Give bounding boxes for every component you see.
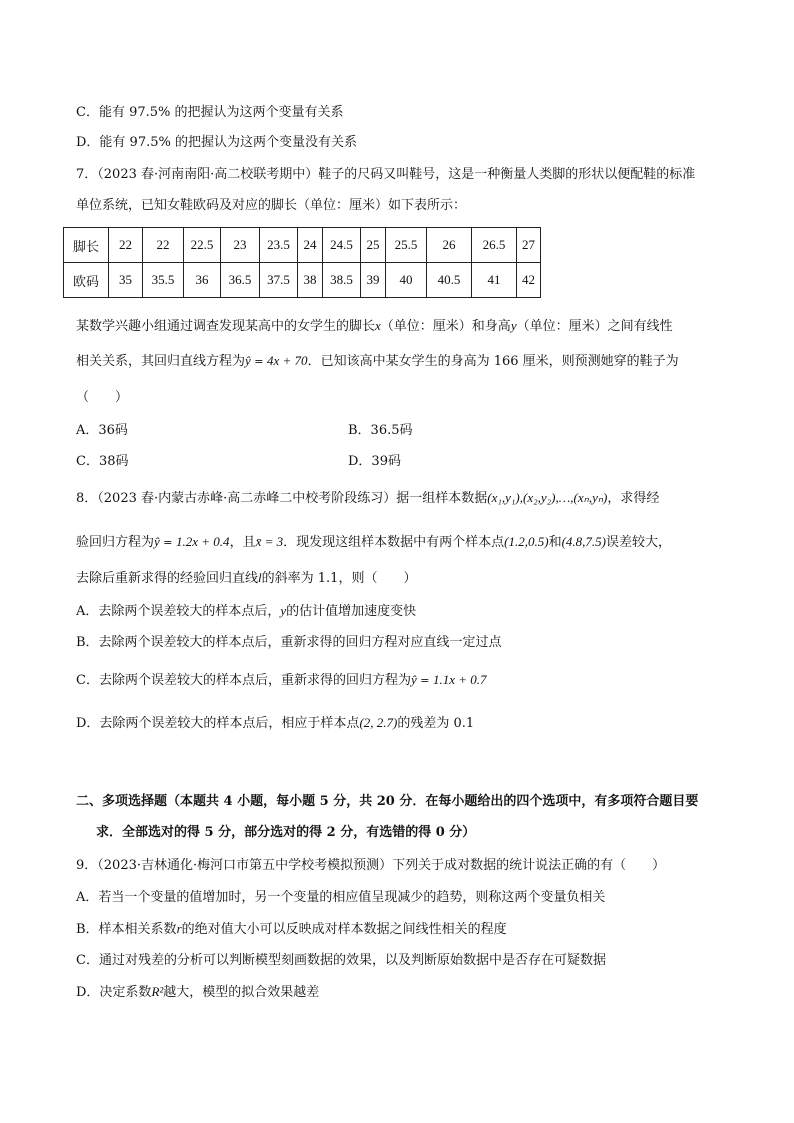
- q7-option-b: B．36.5码: [348, 423, 413, 438]
- table-row-foot-length: [64, 228, 541, 263]
- q7-option-c: C．38码: [76, 454, 129, 469]
- table-cell: 38: [298, 263, 323, 298]
- q7-stem-line2: 单位系统，已知女鞋欧码及对应的脚长（单位：厘米）如下表所示：: [76, 198, 467, 213]
- table-cell: 25: [361, 228, 386, 263]
- q8-option-c: C．去除两个误差较大的样本点后，重新求得的回归方程为ŷ = 1.1x + 0.7: [76, 672, 487, 688]
- table-header-eu-size: 欧码: [64, 263, 109, 298]
- q7-option-a: A．36码: [76, 423, 128, 438]
- q8-option-a: A．去除两个误差较大的样本点后，y的估计值增加速度变快: [76, 603, 417, 619]
- q8-option-d: D．去除两个误差较大的样本点后，相应于样本点(2, 2.7)的残差为 0.1: [76, 715, 475, 731]
- table-header-foot-length: 脚长: [64, 228, 109, 263]
- table-cell: 23: [221, 228, 260, 263]
- q7-stem-line1: 7．（2023 春·河南南阳·高二校联考期中）鞋子的尺码又叫鞋号，这是一种衡量人类脚的形状以便配鞋的标准: [76, 167, 696, 182]
- table-cell: 36.5: [221, 263, 260, 298]
- q9-stem: 9．（2023·吉林通化·梅河口市第五中学校考模拟预测）下列关于成对数据的统计说法正确的有（ ）: [76, 858, 666, 873]
- table-cell: 27: [517, 228, 541, 263]
- table-cell: 41: [472, 263, 517, 298]
- table-cell: 36: [184, 263, 221, 298]
- table-cell: 23.5: [260, 228, 298, 263]
- table-cell: 22: [109, 228, 143, 263]
- table-cell: 26: [427, 228, 472, 263]
- table-cell: 37.5: [260, 263, 298, 298]
- table-cell: 22.5: [184, 228, 221, 263]
- q7-answer-paren: （ ）: [76, 390, 129, 405]
- table-cell: 39: [361, 263, 386, 298]
- table-cell: 35: [109, 263, 143, 298]
- q7-paragraph-line1: 某数学兴趣小组通过调查发现某高中的女学生的脚长x（单位：厘米）和身高y（单位：厘米）之间有线性: [76, 318, 673, 334]
- table-cell: 24: [298, 228, 323, 263]
- table-cell: 22: [143, 228, 184, 263]
- q8-stem-line3: 去除后重新求得的经验回归直线l的斜率为 1.1，则（ ）: [76, 570, 417, 586]
- table-cell: 24.5: [323, 228, 361, 263]
- table-cell: 38.5: [323, 263, 361, 298]
- q6-option-d: D．能有 97.5% 的把握认为这两个变量没有关系: [76, 135, 357, 150]
- q9-option-c: C．通过对残差的分析可以判断模型刻画数据的效果，以及判断原始数据中是否存在可疑数据: [76, 953, 606, 968]
- q9-option-b: B．样本相关系数r的绝对值大小可以反映成对样本数据之间线性相关的程度: [76, 921, 507, 937]
- table-row-eu-size: [64, 263, 541, 298]
- shoe-size-table: [63, 227, 541, 298]
- table-cell: 42: [517, 263, 541, 298]
- q7-option-d: D．39码: [348, 454, 401, 469]
- q7-paragraph-line2: 相关关系，其回归直线方程为ŷ = 4x + 70．已知该高中某女学生的身高为 166 厘米，则预测她穿的鞋子为: [76, 353, 679, 369]
- table-cell: 25.5: [386, 228, 427, 263]
- q9-option-a: A．若当一个变量的值增加时，另一个变量的相应值呈现减少的趋势，则称这两个变量负相关: [76, 890, 606, 905]
- q8-stem-line2: 验回归方程为ŷ = 1.2x + 0.4，且x̄ = 3．现发现这组样本数据中有两个样本点(1.2,0.5)和(4.8,7.5)误差较大，: [76, 534, 672, 550]
- q8-stem-line1: 8．（2023 春·内蒙古赤峰·高二赤峰二中校考阶段练习）据一组样本数据(x₁,y₁),(x₂,y₂),…,(xₙ,yₙ)，求得经: [76, 490, 660, 506]
- table-cell: 40: [386, 263, 427, 298]
- q6-option-c: C．能有 97.5% 的把握认为这两个变量有关系: [76, 105, 344, 120]
- q8-option-b: B．去除两个误差较大的样本点后，重新求得的回归方程对应直线一定过点: [76, 635, 502, 650]
- table-cell: 26.5: [472, 228, 517, 263]
- q9-option-d: D．决定系数R²越大，模型的拟合效果越差: [76, 984, 320, 1000]
- table-cell: 40.5: [427, 263, 472, 298]
- section2-heading-line1: 二、多项选择题（本题共 4 小题，每小题 5 分，共 20 分．在每小题给出的四个选项中，有多项符合题目要: [76, 794, 699, 809]
- table-cell: 35.5: [143, 263, 184, 298]
- section2-heading-line2: 求．全部选对的得 5 分，部分选对的得 2 分，有选错的得 0 分）: [96, 825, 476, 840]
